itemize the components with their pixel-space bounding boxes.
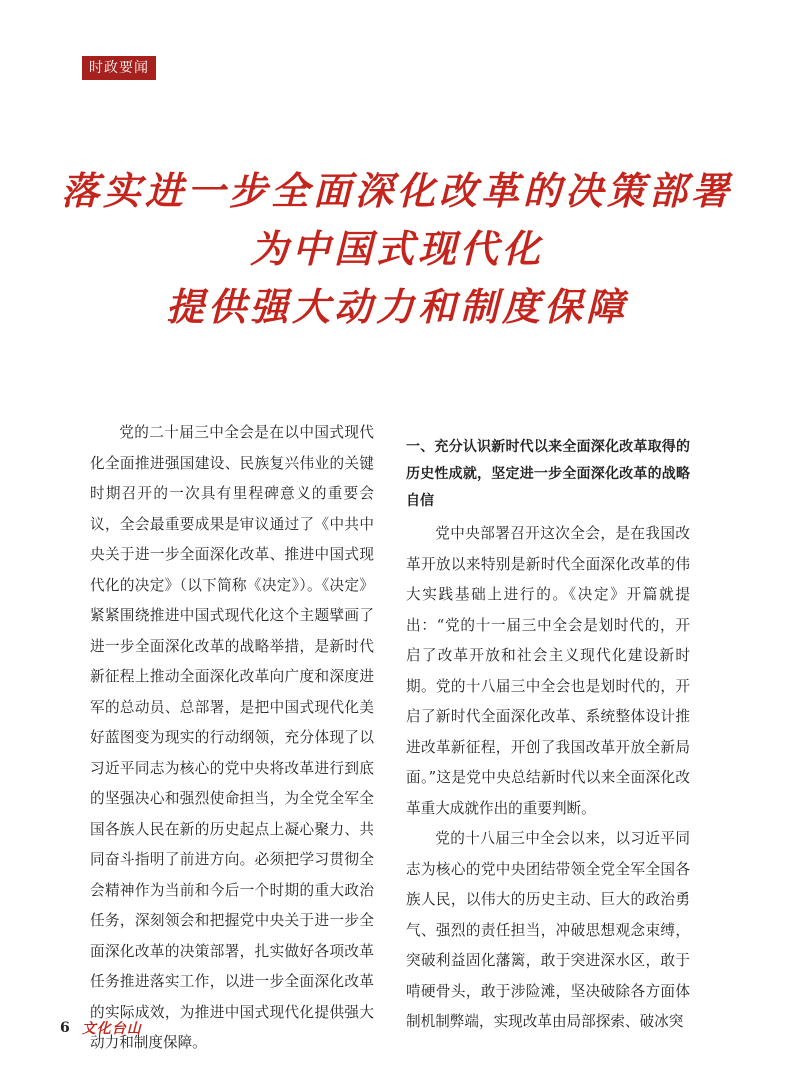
section-tag: 时政要闻: [82, 56, 156, 80]
title-line-1: 落实进一步全面深化改革的决策部署: [60, 168, 733, 213]
body-paragraph: 党的二十届三中全会是在以中国式现代化全面推进强国建设、民族复兴伟业的关键时期召开的一次具有里程碑意义的重要会议，全会最重要成果是审议通过了《中共中央关于进一步全面深化改革、推进中国式现代化的决定》（以下简称《决定》）。《决定》紧紧围绕推进中国式现代化这个主题擘画了进一步全面深化改革的战略举措，是新时代新征程上推动全面深化改革向广度和深度进军的总动员、总部署，是把中国式现代化美好蓝图变为现实的行动纲领，充分体现了以习近平同志为核心的党中央将改革进行到底的坚强决心和强烈使命担当，为全党全军全国各族人民在新的历史起点上凝心聚力、共同奋斗指明了前进方向。必须把学习贯彻全会精神作为当前和今后一个时期的重大政治任务，深刻领会和把握党中央关于进一步全面深化改革的决策部署，扎实做好各项改革任务推进落实工作，以进一步全面深化改革的实际成效，为推进中国式现代化提供强大动力和制度保障。: [90, 424, 374, 1051]
left-column: [90, 418, 374, 1059]
body-paragraph: 党中央部署召开这次全会，是在我国改革开放以来特别是新时代全面深化改革的伟大实践基础上进行的。《决定》开篇就提出：“党的十一届三中全会是划时代的，开启了改革开放和社会主义现代化建设新时期。党的十八届三中全会也是划时代的，开启了新时代全面深化改革、系统整体设计推进改革新征程，开创了我国改革开放全新局面。”这是党中央总结新时代以来全面深化改革重大成就作出的重要判断。: [406, 525, 690, 817]
body-paragraph: 党的十八届三中全会以来，以习近平同志为核心的党中央团结带领全党全军全国各族人民，以伟大的历史主动、巨大的政治勇气、强烈的责任担当，冲破思想观念束缚，突破利益固化藩篱，敢于突进深水区，敢于啃硬骨头，敢于涉险滩，坚决破除各方面体制机制弊端，实现改革由局部探索、破冰突: [406, 830, 690, 1030]
right-column: [406, 434, 690, 1038]
title-line-2: 为中国式现代化: [249, 226, 544, 271]
magazine-logo: 文化台山: [81, 1021, 142, 1037]
article-title: [0, 162, 794, 336]
page-footer: [60, 1016, 142, 1040]
page-number: 6: [60, 1020, 70, 1036]
section-heading: 一、充分认识新时代以来全面深化改革取得的历史性成就，坚定进一步全面深化改革的战略自信: [406, 439, 690, 509]
title-line-3: 提供强大动力和制度保障: [165, 284, 628, 329]
